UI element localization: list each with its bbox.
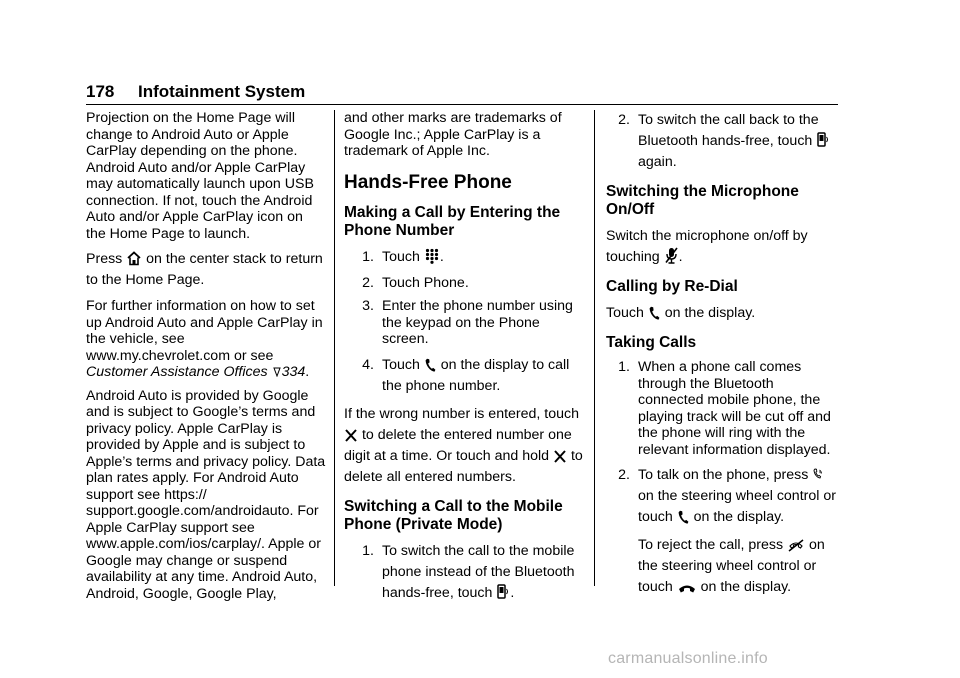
- paragraph: Android Auto is provided by Google and is subject to Google’s terms and privacy policy. Apple CarPlay is provided by Apple and is subject to Apple’s terms and privacy policy. Data plan rates apply. For Android Auto support see https:// support.google.com/androidauto. For Apple CarPlay support see www.apple.com/ios/carplay/. Apple or Google may change or suspend availability at any time. Android Auto, Android, Google, Google Play,: [86, 387, 326, 602]
- text: Touch: [606, 305, 644, 321]
- subsection-heading: Calling by Re-Dial: [606, 278, 738, 295]
- delete-x-icon: [345, 429, 357, 442]
- text: Press: [86, 251, 123, 267]
- header-rule: [86, 104, 838, 105]
- page-ref-icon: [273, 365, 281, 375]
- text: .: [510, 584, 515, 601]
- text: on the display.: [693, 509, 785, 525]
- text: Switch the microphone on/off by touching: [606, 228, 808, 265]
- text: For further information on how to set up Android Auto and Apple CarPlay in the vehicle, see www.my.chevrolet.com or see: [86, 298, 323, 364]
- text: .: [678, 249, 683, 265]
- list-item: [344, 541, 584, 604]
- keypad-icon: [425, 248, 439, 264]
- paragraph: [86, 249, 326, 291]
- phone-handset-icon: [649, 306, 660, 320]
- list-item: [344, 275, 584, 292]
- section-heading: Hands-Free Phone: [344, 171, 512, 193]
- watermark: carmanualsonline.info: [608, 650, 768, 667]
- text: .: [439, 248, 444, 265]
- steering-reject-icon: [788, 539, 804, 552]
- paragraph: [344, 404, 584, 488]
- text: to delete the entered number one digit at a time. Or touch and hold: [344, 426, 572, 464]
- handset-transfer-icon: [817, 132, 829, 148]
- step-number: 2.: [618, 467, 630, 483]
- step-number: 2.: [618, 112, 630, 128]
- mic-mute-icon: [665, 247, 678, 264]
- subsection-heading: Switching the Microphone On/Off: [606, 183, 799, 218]
- step-number: 1.: [618, 359, 630, 375]
- column-divider: [594, 110, 595, 586]
- step-number: 3.: [362, 298, 374, 314]
- column-2: [344, 110, 584, 611]
- subsection-heading: Making a Call by Entering the Phone Number: [344, 203, 561, 239]
- page-header: [86, 82, 838, 104]
- text: To reject the call, press: [638, 537, 784, 553]
- list-item: [344, 298, 584, 348]
- text: Enter the phone number using the keypad on the Phone screen.: [382, 298, 573, 347]
- paragraph: [86, 298, 326, 381]
- column-3: [606, 110, 838, 605]
- paragraph: [606, 303, 838, 324]
- text: on the display.: [700, 579, 792, 595]
- text: on the steering wheel control or touch: [638, 488, 836, 525]
- handset-transfer-icon: [497, 584, 509, 600]
- text: Touch: [382, 248, 420, 265]
- list-item: [606, 359, 838, 458]
- step-number: 4.: [362, 356, 374, 373]
- paragraph: [606, 535, 838, 598]
- text: to delete all entered numbers.: [344, 447, 583, 485]
- hang-up-icon: [678, 583, 696, 594]
- page-number: 178: [86, 82, 115, 101]
- subsection-heading: Switching a Call to the Mobile Phone (Private Mode): [344, 497, 563, 533]
- paragraph: [606, 226, 838, 268]
- list-item: [606, 110, 838, 173]
- step-number: 1.: [362, 248, 374, 265]
- cross-reference-link[interactable]: Customer Assistance Offices: [86, 364, 268, 380]
- text: To talk on the phone, press: [638, 467, 809, 483]
- text: If the wrong number is entered, touch: [344, 405, 580, 422]
- text: When a phone call comes through the Bluetooth connected mobile phone, the playing track will be cut off and the phone will ring with the relevant information displayed.: [638, 359, 831, 458]
- section-title: Infotainment System: [138, 82, 306, 101]
- list-item: [606, 465, 838, 528]
- text: To switch the call back to the Bluetooth hands-free, touch: [638, 112, 819, 149]
- text: Touch Phone.: [382, 274, 469, 291]
- step-number: 2.: [362, 274, 374, 291]
- text: again.: [638, 154, 677, 170]
- list-item: [344, 355, 584, 397]
- text: on the display to call the phone number.: [382, 356, 570, 394]
- delete-x-icon: [554, 450, 566, 463]
- text: on the steering wheel control or touch: [638, 537, 825, 595]
- column-1: [86, 110, 326, 609]
- column-divider: [334, 110, 335, 586]
- paragraph: and other marks are trademarks of Google Inc.; Apple CarPlay is a trademark of Apple Inc.: [344, 110, 562, 159]
- step-number: 1.: [362, 542, 374, 559]
- text: To switch the call to the mobile phone instead of the Bluetooth hands-free, touch: [382, 542, 575, 601]
- text: on the center stack to return to the Home Page.: [86, 251, 323, 288]
- paragraph: Projection on the Home Page will change to Android Auto or Apple CarPlay depending on the phone. Android Auto and/or Apple CarPlay may automatically launch upon USB connection. If not, touch the Android Auto and/or Apple CarPlay icon on the Home Page to launch.: [86, 110, 314, 242]
- text: Touch: [382, 356, 420, 373]
- text: on the display.: [664, 305, 756, 321]
- page-reference[interactable]: 334: [281, 364, 306, 380]
- subsection-heading: Taking Calls: [606, 334, 697, 351]
- list-item: [344, 247, 584, 268]
- phone-handset-icon: [678, 510, 689, 524]
- home-icon: [127, 251, 141, 266]
- steering-call-icon: [813, 468, 823, 482]
- phone-handset-icon: [425, 358, 436, 372]
- text: .: [305, 364, 310, 380]
